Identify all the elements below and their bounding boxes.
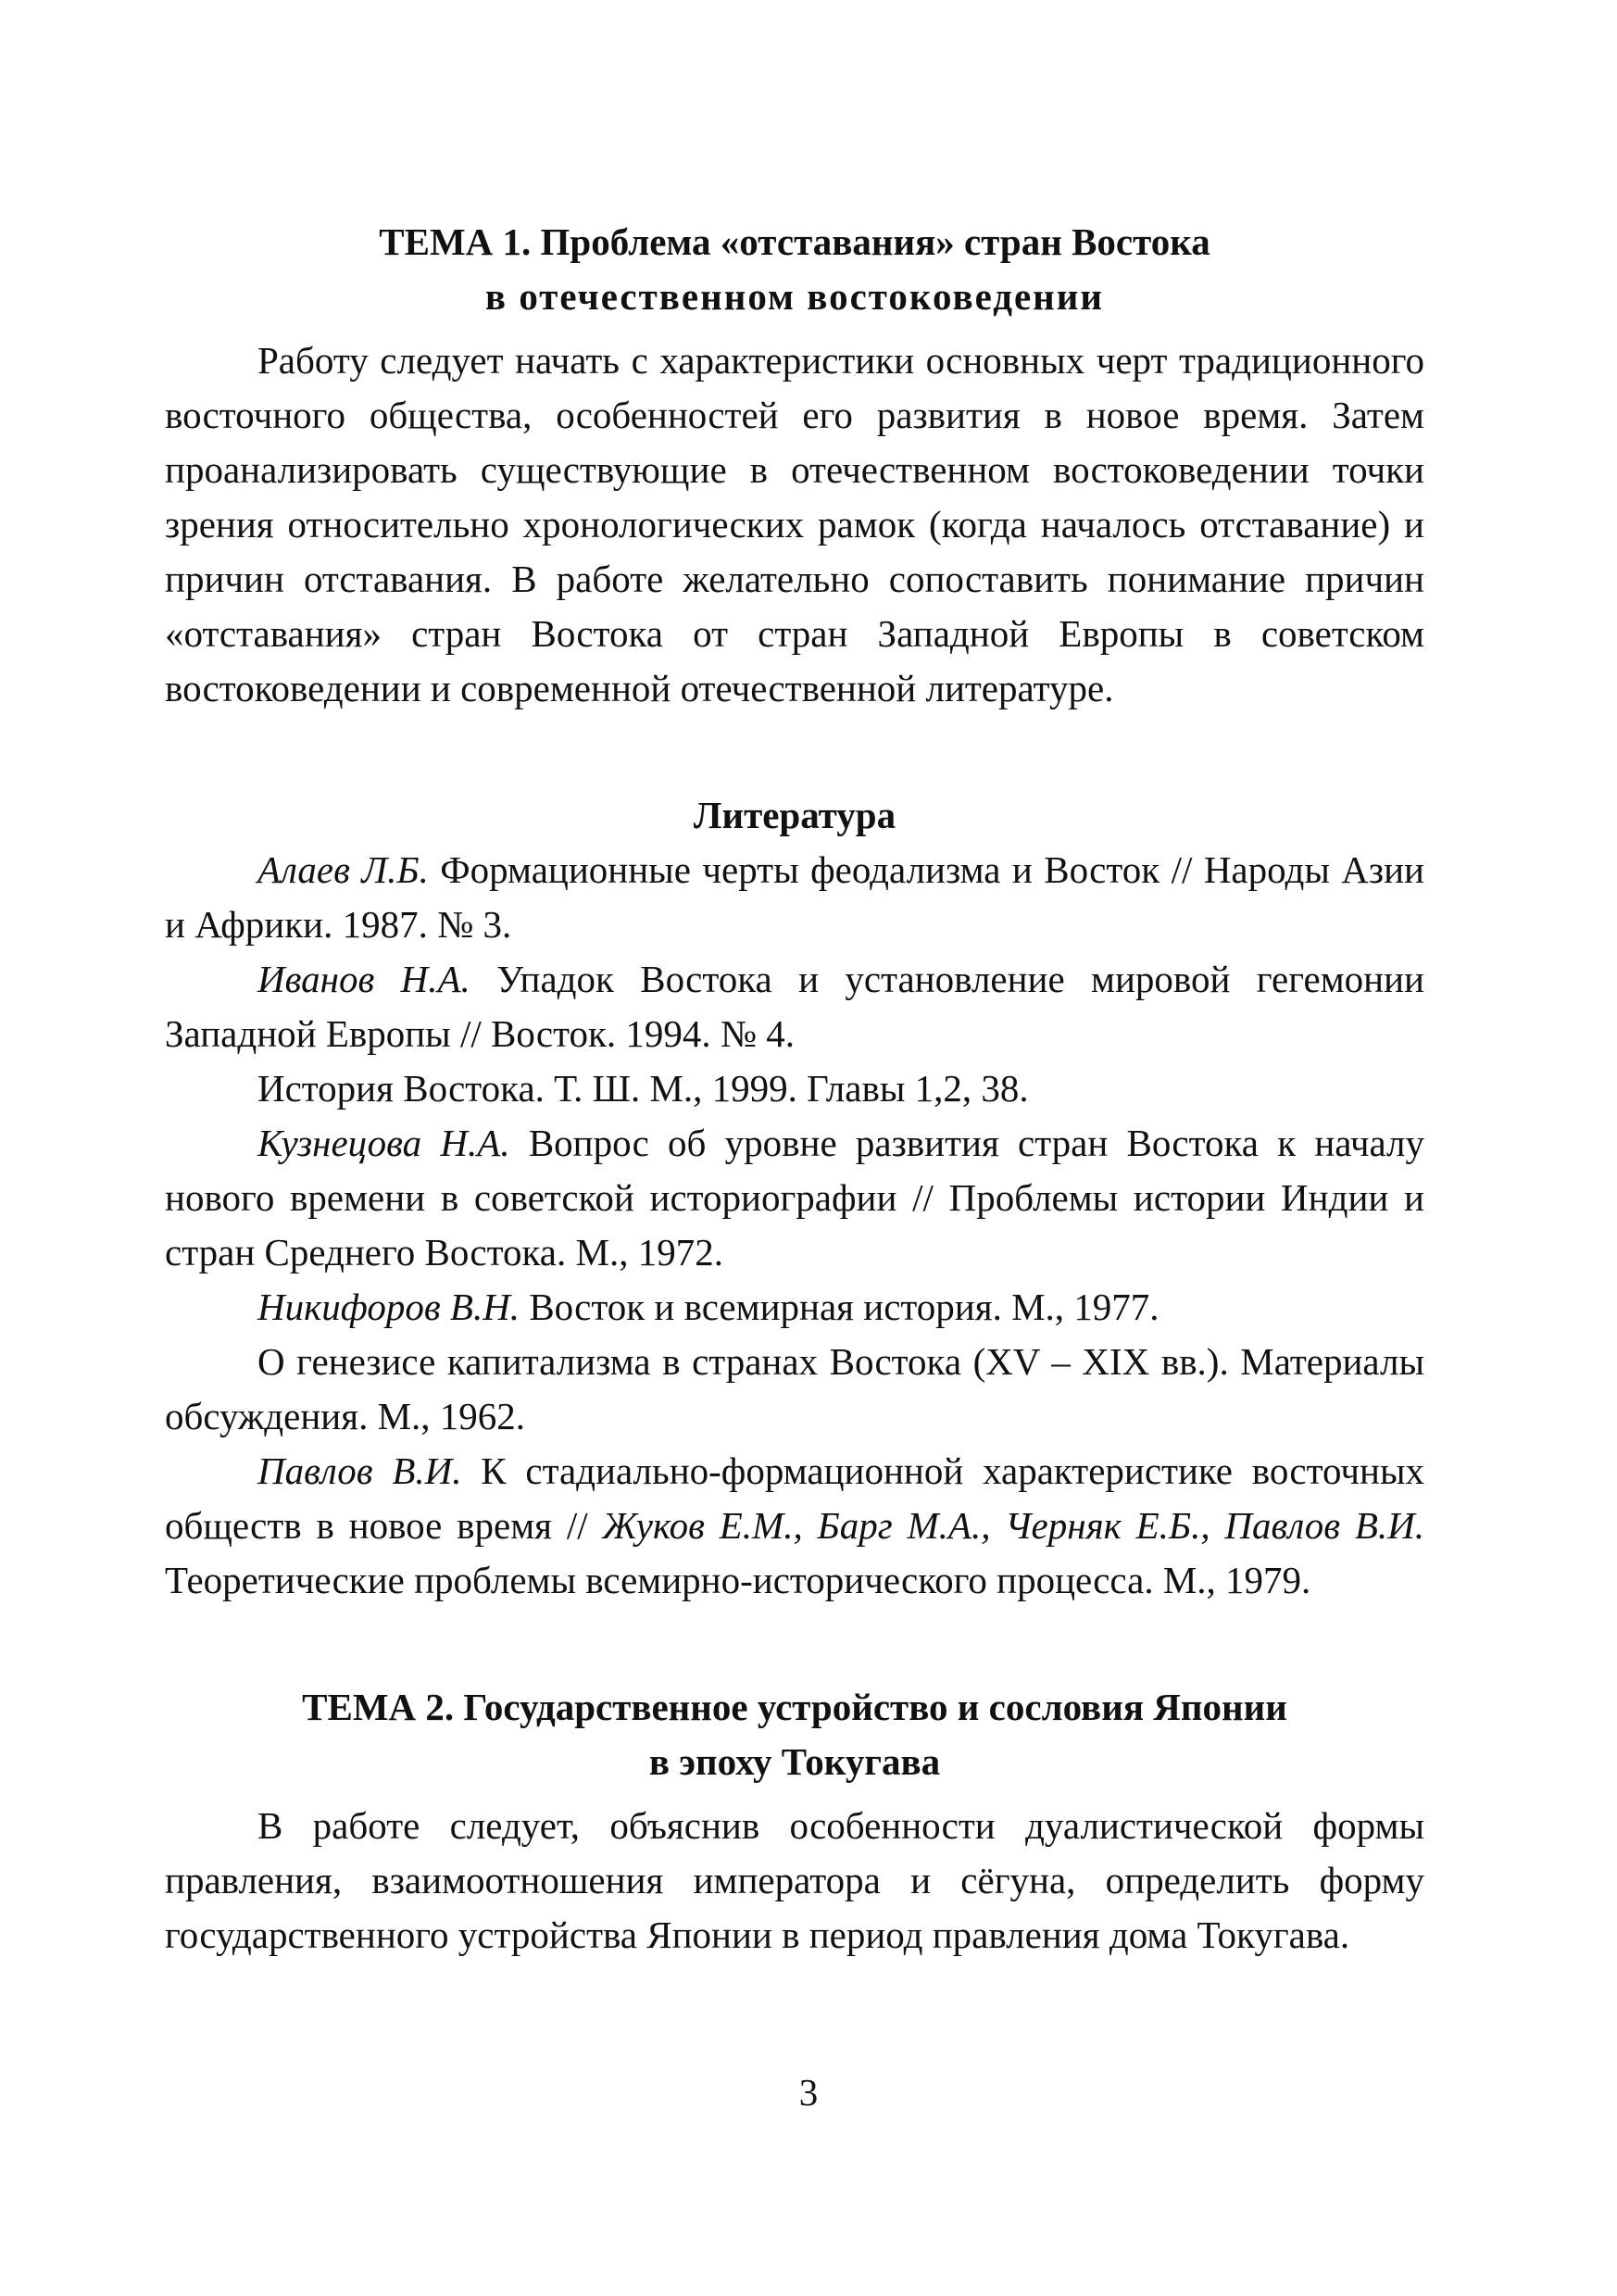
topic1-title-line1: Проблема «отставания» стран Востока (540, 220, 1210, 263)
ref-text: Вопрос об уровне развития стран Востока к началу нового времени в советской историографии // Проблемы истории Индии и стран Среднего Востока. М., 1972. (165, 1122, 1425, 1273)
literature-ref (165, 1061, 1424, 1116)
literature-ref (165, 1116, 1424, 1280)
literature-ref (165, 843, 1424, 952)
ref-author: Алаев Л.Б. (257, 848, 429, 891)
ref-author: Павлов В.И. (257, 1449, 462, 1492)
topic1-body: Работу следует начать с характеристики основных черт традиционного восточного общества, особенностей его развития в новое время. Затем проанализировать существующие в отечественном востоковедении точки зрения относительно хронологических рамок (когда началось отставание) и причин отставания. В работе желательно сопоставить понимание причин «отставания» стран Востока от стран Западной Европы в советском востоковедении и современной отечественной литературе. (165, 339, 1424, 709)
ref-author: Кузнецова Н.А. (257, 1122, 510, 1164)
literature-ref (165, 1335, 1424, 1444)
literature-ref (165, 1444, 1424, 1608)
page-number: 3 (798, 2071, 819, 2114)
ref-text: О генезисе капитализма в странах Востока (XV – XIX вв.). Материалы обсуждения. М., 1962. (165, 1340, 1424, 1437)
topic2-title-line2: в эпоху Токугава (648, 1740, 941, 1783)
ref-author: Никифоров В.Н. (257, 1286, 520, 1328)
ref-text: Восток и всемирная история. М., 1977. (520, 1286, 1159, 1328)
topic1-heading (165, 215, 1424, 324)
literature-ref (165, 952, 1424, 1061)
topic2-body: В работе следует, объяснив особенности дуалистической формы правления, взаимоотношения императора и сёгуна, определить форму государственного устройства Японии в период правления дома Токугава. (165, 1804, 1424, 1956)
ref-text: Формационные черты феодализма и Восток // Народы Азии и Африки. 1987. № 3. (165, 848, 1424, 946)
ref-text-2: Теоретические проблемы всемирно-исторического процесса. М., 1979. (165, 1559, 1311, 1601)
page-content (165, 215, 1424, 1963)
ref-coauthors: Жуков Е.М., Барг М.А., Черняк Е.Б., Павлов В.И. (602, 1504, 1424, 1547)
topic2-title-line1: Государственное устройство и сословия Японии (463, 1686, 1287, 1728)
ref-author: Иванов Н.А. (257, 958, 470, 1000)
literature-title: Литература (693, 794, 896, 836)
ref-text: История Востока. Т. Ш. М., 1999. Главы 1,2, 38. (257, 1067, 1029, 1110)
topic2-heading (165, 1680, 1424, 1789)
ref-text: Упадок Востока и установление мировой гегемонии Западной Европы // Восток. 1994. № 4. (165, 958, 1424, 1055)
literature-ref (165, 1280, 1424, 1335)
topic1-title-line2: в отечественном востоковедении (484, 275, 1105, 318)
topic2-label: ТЕМА 2. (302, 1686, 455, 1728)
topic1-label: ТЕМА 1. (379, 220, 532, 263)
ref-text: К стадиально-формационной характеристике восточных обществ в новое время // (165, 1449, 1424, 1547)
